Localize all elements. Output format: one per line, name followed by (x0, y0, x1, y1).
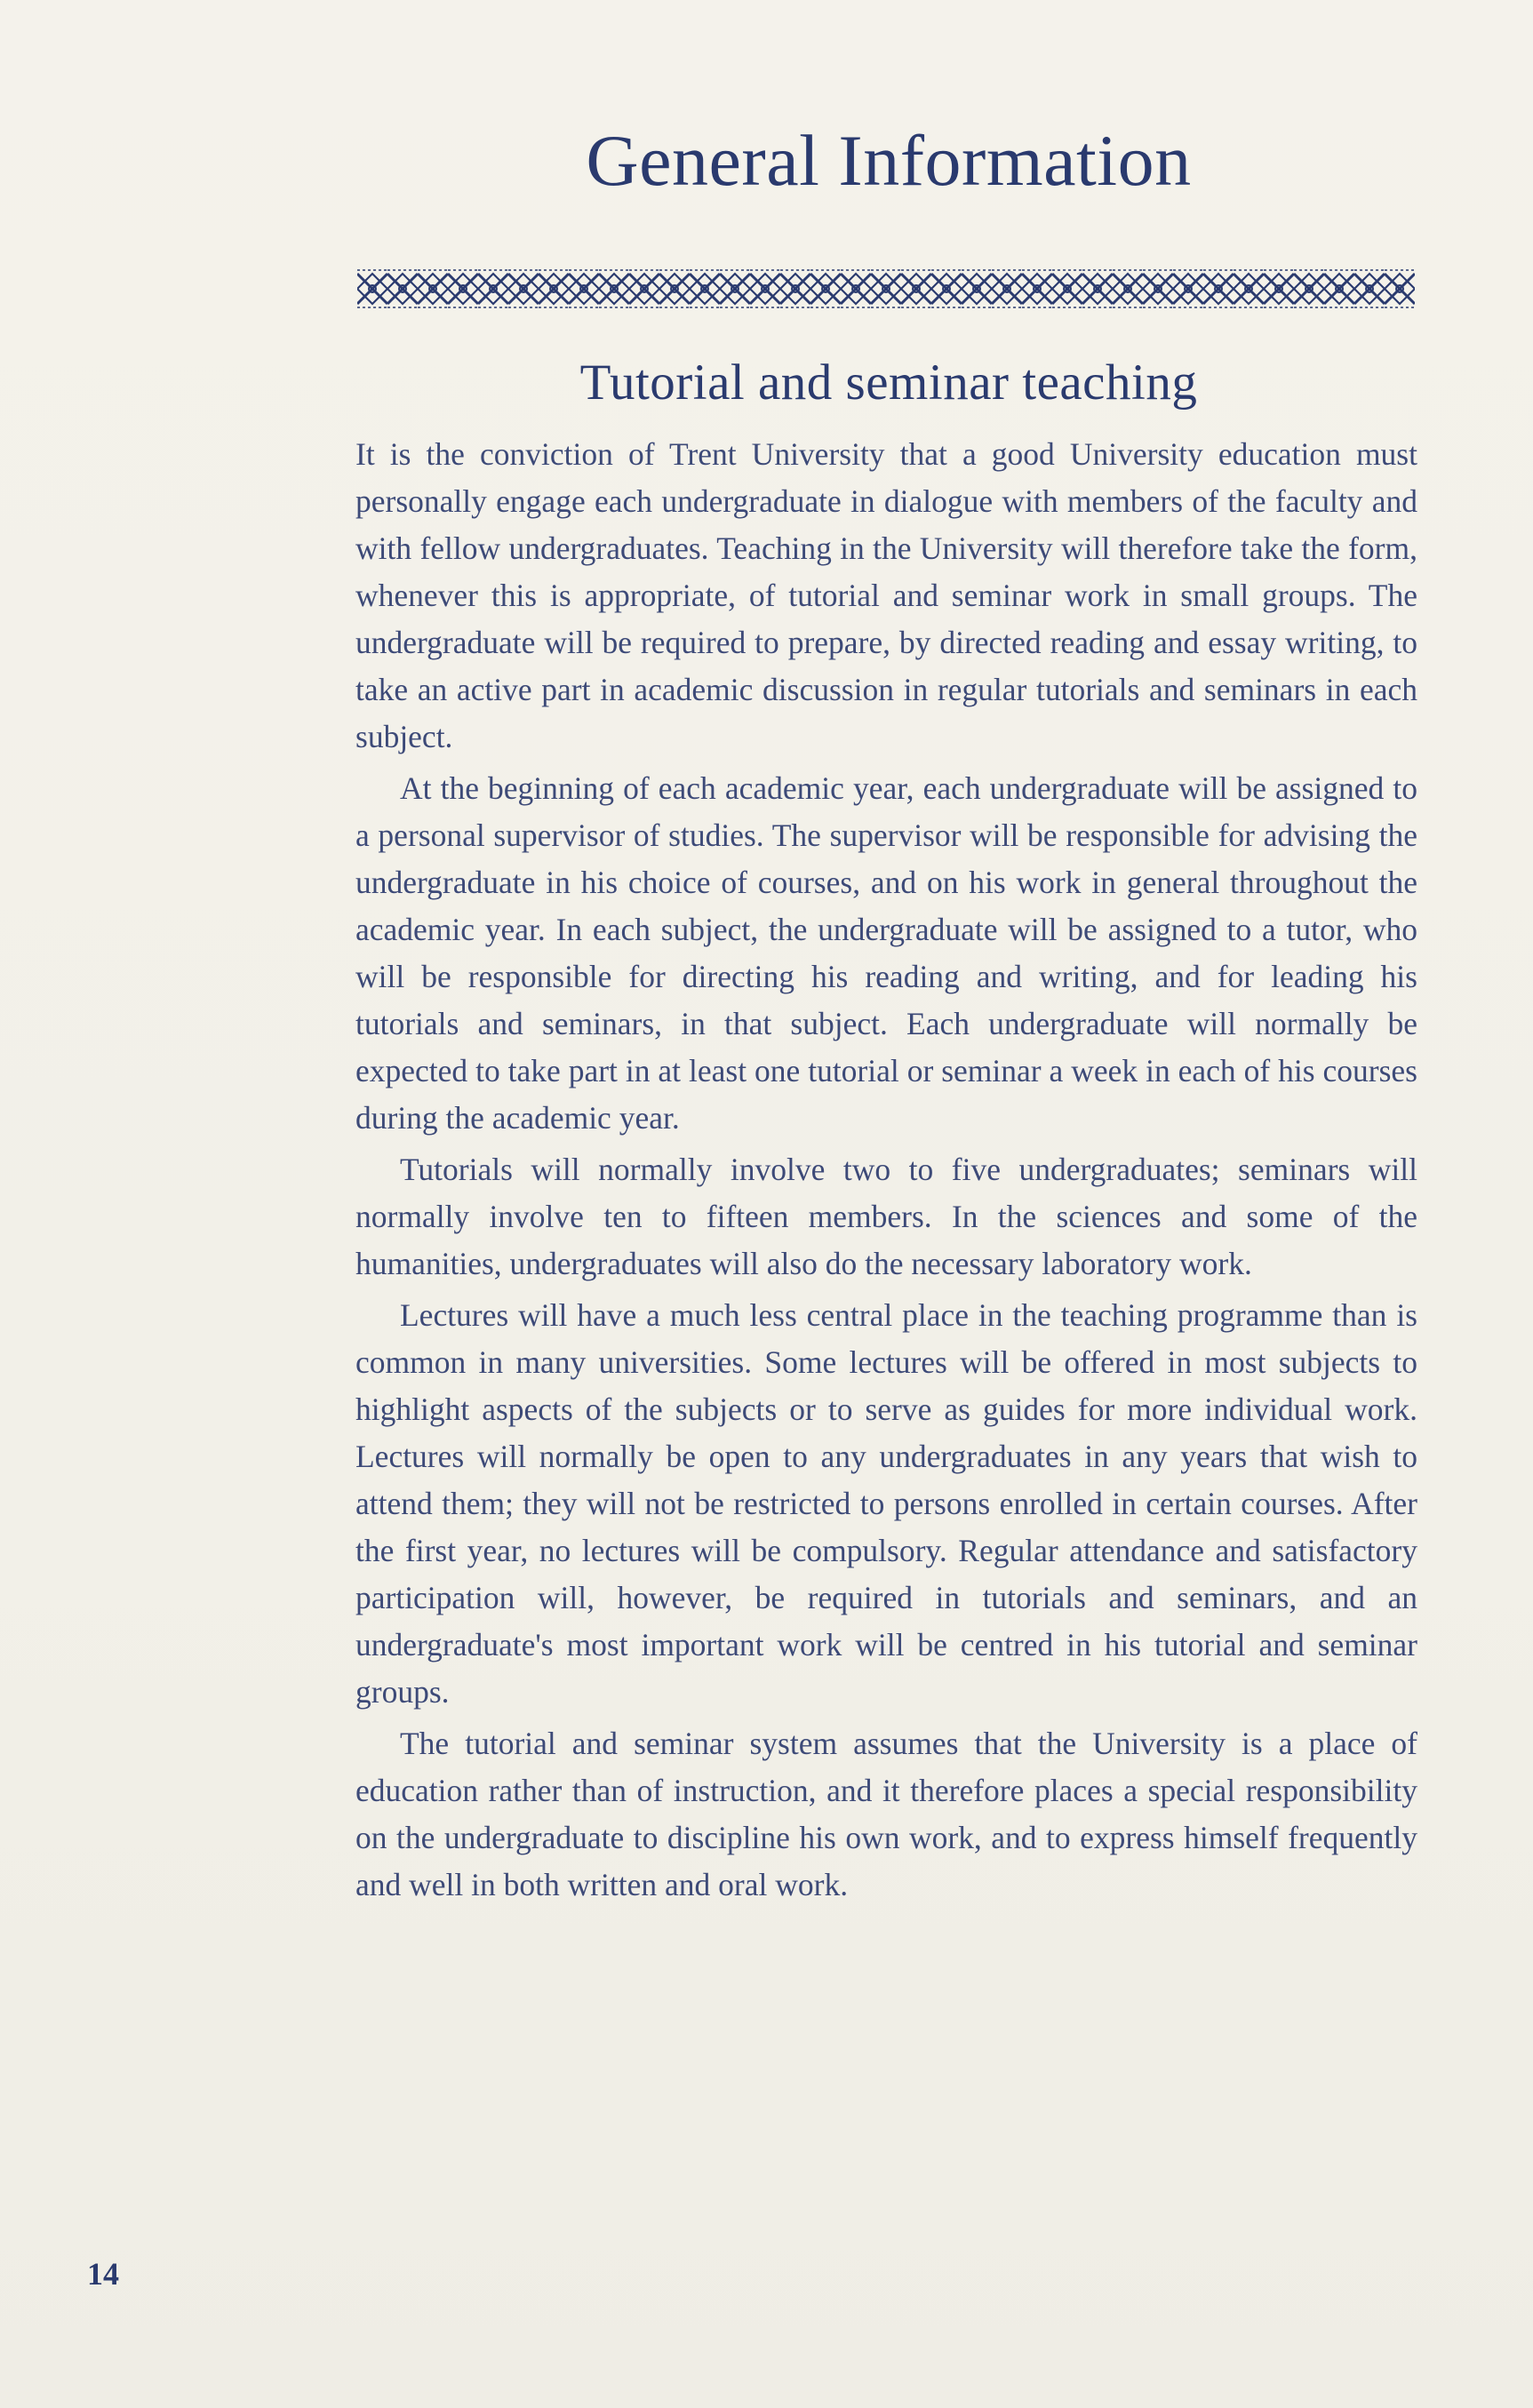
paragraph-5: The tutorial and seminar system assumes that the University is a place of education rather than of instruction, and it therefore places a special responsibility on the undergraduate to discipline his own work, and to express himself frequently and well in both written and oral work. (355, 1726, 1417, 1902)
section-body (355, 431, 1417, 1913)
page-title: General Information (586, 120, 1192, 201)
paragraph-2: At the beginning of each academic year, each undergraduate will be assigned to a personal supervisor of studies. The supervisor will be responsible for advising the undergraduate in his choice of courses, and on his work in general throughout the academic year. In each subject, the undergraduate will be assigned to a tutor, who will be responsible for directing his reading and writing, and for leading his tutorials and seminars, in that subject. Each undergraduate will normally be expected to take part in at least one tutorial or seminar a week in each of his courses during the academic year. (355, 770, 1417, 1136)
paragraph-3: Tutorials will normally involve two to five undergraduates; seminars will normally involve ten to fifteen members. In the sciences and some of the humanities, undergraduates will also do the necessary laboratory work. (355, 1152, 1417, 1281)
paragraph-1: It is the conviction of Trent University that a good University education must personally engage each undergraduate in dialogue with members of the faculty and with fellow undergraduates. Teaching in the University will therefore take the form, whenever this is appropriate, of tutorial and seminar work in small groups. The undergraduate will be required to prepare, by directed reading and essay writing, to take an active part in academic discussion in regular tutorials and seminars in each subject. (355, 436, 1417, 754)
paragraph-4: Lectures will have a much less central place in the teaching programme than is common in many universities. Some lectures will be offered in most subjects to highlight aspects of the subjects or to serve as guides for more individual work. Lectures will normally be open to any undergraduates in any years that wish to attend them; they will not be restricted to persons enrolled in certain courses. After the first year, no lectures will be compulsory. Regular attendance and satisfactory participation will, however, be required in tutorials and seminars, and an undergraduate's most important work will be centred in his tutorial and seminar groups. (355, 1297, 1417, 1710)
page-number: 14 (87, 2256, 119, 2292)
knotwork-ornament-divider (357, 267, 1415, 311)
section-heading: Tutorial and seminar teaching (579, 355, 1198, 411)
